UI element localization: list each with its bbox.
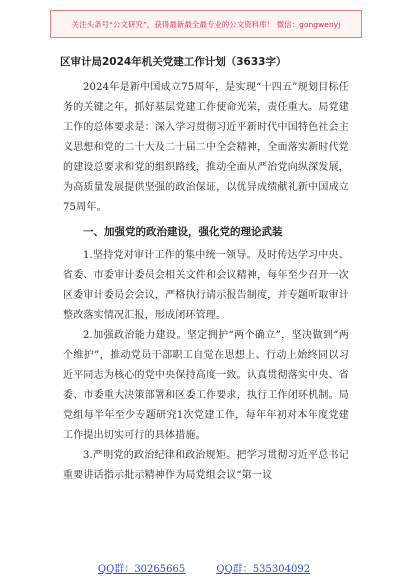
intro-paragraph: 2024年是新中国成立75周年，是实现“十四五”规划目标任务的关键之年，抓好基层党建工作使命光荣，责任重大。局党建工作的总体要求是：深入学习贯彻习近平新时代中国特色社会主义思想和党的二十大及二十届二中全会精神，全面落实新时代党的建设总要求和党的组织路线，推动全面从严治党向纵深发展，为高质量发展提供坚强的政治保证，以优异成绩献礼新中国成立75周年。: [63, 82, 349, 213]
item-2-paragraph: 2.加强政治能力建设。坚定拥护“两个确立”，坚决做到“两个维护”，推动党员干部职工自觉在思想上、行动上始终同以习近平同志为核心的党中央保持高度一致。认真贯彻落实中央、省委、市委重大决策部署和区委工作要求，执行工作闭环机制。局党组每半年至少专题研究1次党建工作，每年年初对本年度党建工作提出切实可行的具体措施。: [63, 330, 349, 441]
promo-banner-text: 关注头条号“公文研究”，获得最新最全最专业的公文资料库！ 微信：gongwenyj: [71, 19, 341, 29]
item-1-paragraph: 1.坚持党对审计工作的集中统一领导。及时传达学习中央、省委、市委审计委员会相关文件和会议精神，每年至少召开一次区委审计委员会会议，严格执行请示报告制度，并专题听取审计整改落实情况汇报，形成闭环管理。: [63, 250, 349, 321]
item-3-paragraph: 3.严明党的政治纪律和政治规矩。把学习贯彻习近平总书记重要讲话指示批示精神作为局党组会议“第一议: [63, 450, 349, 481]
document-body: [60, 54, 349, 486]
promo-banner: [50, 10, 362, 38]
section-heading-1: 一、加强党的政治建设，强化党的理论武装: [83, 226, 283, 238]
qq-group-link-1[interactable]: QQ群：30265665: [97, 564, 186, 575]
qq-group-link-2[interactable]: QQ群：535304092: [216, 564, 311, 575]
document-title: 区审计局2024年机关党建工作计划（3633字）: [60, 56, 287, 68]
footer-qq-groups: [0, 560, 408, 575]
